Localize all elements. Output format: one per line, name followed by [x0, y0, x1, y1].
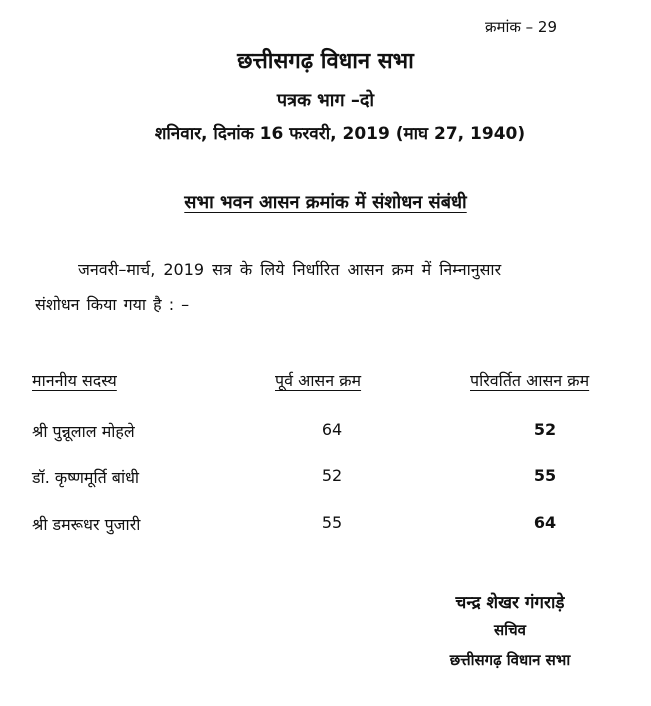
- body-text-line-2: संशोधन किया गया है : –: [35, 295, 190, 314]
- column-header-revised-seat: परिवर्तित आसन क्रम: [470, 371, 590, 390]
- body-text-line-1: जनवरी–मार्च, 2019 सत्र के लिये निर्धारित आसन क्रम में निम्नानुसार: [78, 260, 502, 279]
- signatory-name: चन्द्र शेखर गंगराड़े: [455, 593, 565, 613]
- previous-seat: 52: [321, 466, 343, 485]
- table-row: [0, 513, 651, 539]
- subject-heading: सभा भवन आसन क्रमांक में संशोधन संबंधी: [184, 192, 467, 213]
- serial-number: क्रमांक – 29: [485, 18, 558, 36]
- previous-seat: 64: [321, 420, 343, 439]
- revised-seat: 52: [533, 420, 557, 439]
- signatory-organization: छत्तीसगढ़ विधान सभा: [449, 651, 571, 669]
- member-name: श्री पुन्नूलाल मोहले: [32, 422, 135, 441]
- previous-seat: 55: [321, 513, 343, 532]
- member-name: डॉ. कृष्णमूर्ति बांधी: [32, 468, 140, 487]
- column-header-member: माननीय सदस्य: [32, 371, 117, 390]
- bulletin-part: पत्रक भाग –दो: [276, 90, 375, 111]
- member-name: श्री डमरूधर पुजारी: [32, 515, 141, 534]
- revised-seat: 64: [533, 513, 557, 532]
- date-line: शनिवार, दिनांक 16 फरवरी, 2019 (माघ 27, 1940): [154, 124, 526, 144]
- signatory-designation: सचिव: [494, 621, 526, 639]
- column-header-previous-seat: पूर्व आसन क्रम: [275, 371, 362, 390]
- table-row: [0, 466, 651, 492]
- organization-title: छत्तीसगढ़ विधान सभा: [237, 49, 414, 74]
- revised-seat: 55: [533, 466, 557, 485]
- table-row: [0, 420, 651, 446]
